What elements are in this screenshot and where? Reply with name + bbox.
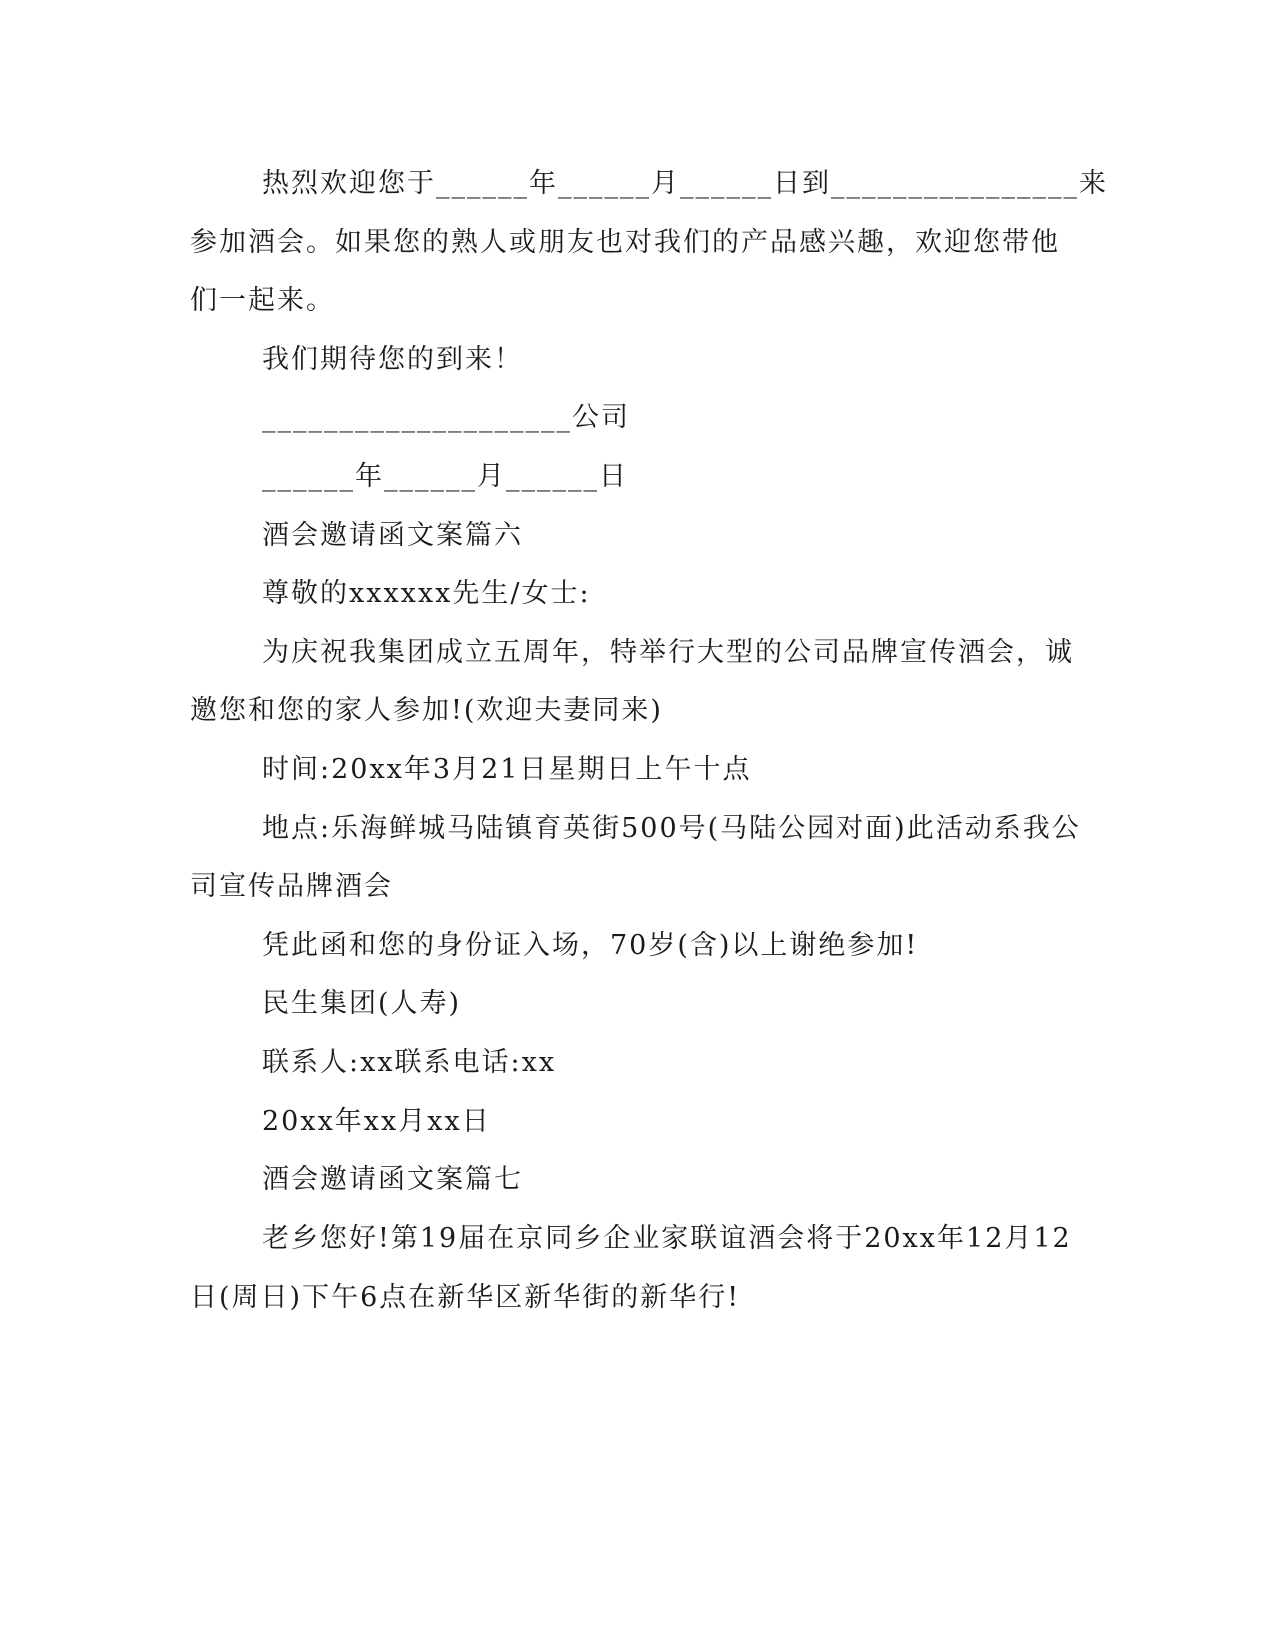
section-heading: 酒会邀请函文案篇六 xyxy=(262,520,523,551)
text-line: 地点:乐海鲜城马陆镇育英街500号(马陆公园对面)此活动系我公 xyxy=(262,813,1081,844)
text-line: 为庆祝我集团成立五周年，特举行大型的公司品牌宣传酒会，诚 xyxy=(262,637,1074,668)
text-line: 老乡您好!第19届在京同乡企业家联谊酒会将于20xx年12月12 xyxy=(262,1223,1072,1254)
text-line: 民生集团(人寿) xyxy=(262,988,462,1019)
section-heading: 酒会邀请函文案篇七 xyxy=(262,1164,523,1195)
text-line: 我们期待您的到来！ xyxy=(262,344,523,375)
text-line: ______年______月______日 xyxy=(262,461,628,492)
text-line: 们一起来。 xyxy=(190,285,335,316)
salutation: 尊敬的xxxxxx先生/女士: xyxy=(262,578,591,609)
text-line: ____________________公司 xyxy=(262,402,630,433)
text-line: 日(周日)下午6点在新华区新华街的新华行! xyxy=(190,1282,741,1313)
text-line: 20xx年xx月xx日 xyxy=(262,1106,491,1137)
text-line: 时间:20xx年3月21日星期日上午十点 xyxy=(262,754,752,785)
text-line: 凭此函和您的身份证入场，70岁(含)以上谢绝参加! xyxy=(262,930,919,961)
text-line: 热烈欢迎您于______年______月______日到________________来 xyxy=(262,168,1108,199)
text-line: 联系人:xx联系电话:xx xyxy=(262,1047,557,1078)
text-line: 司宣传品牌酒会 xyxy=(190,871,393,902)
text-line: 邀您和您的家人参加!(欢迎夫妻同来) xyxy=(190,695,663,726)
text-line: 参加酒会。如果您的熟人或朋友也对我们的产品感兴趣，欢迎您带他 xyxy=(190,227,1060,258)
